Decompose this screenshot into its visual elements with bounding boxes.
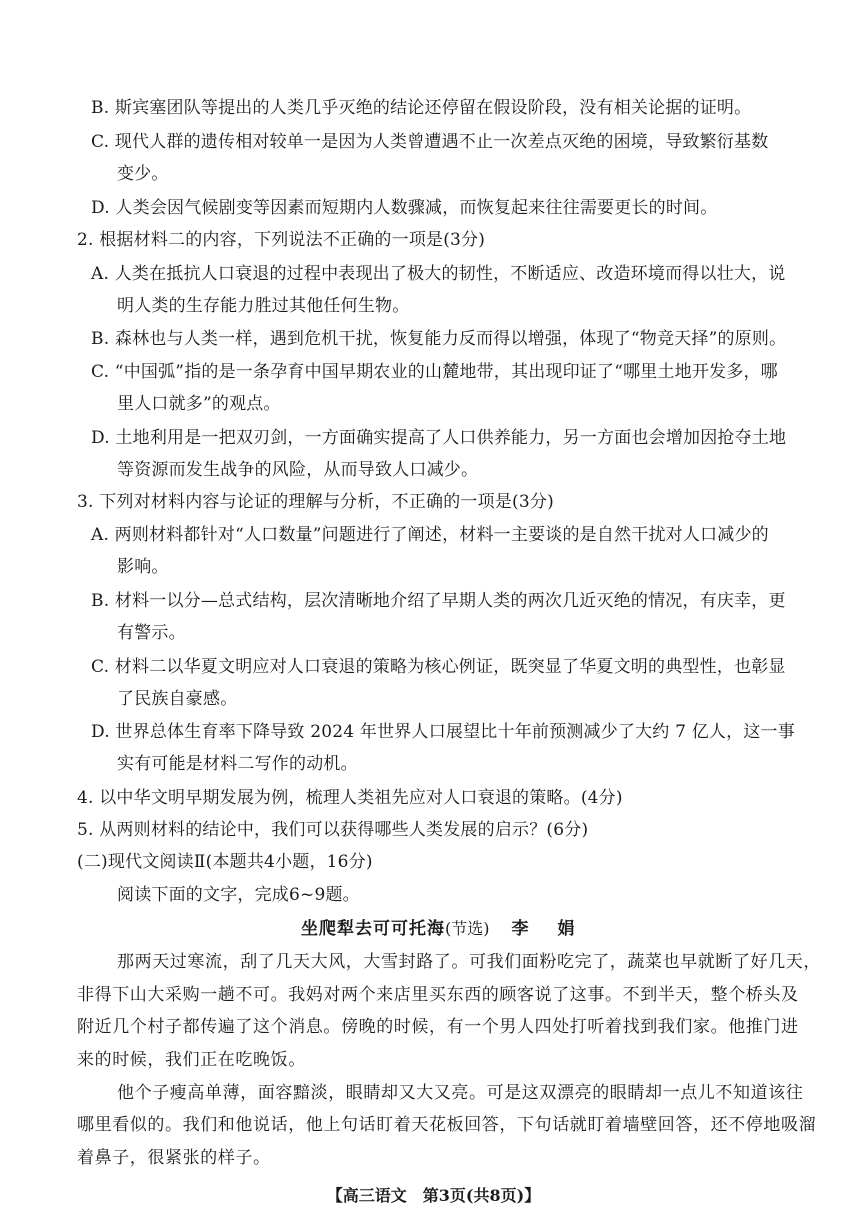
passage-title-text: 坐爬犁去可可托海 — [301, 919, 445, 939]
passage-p2-line2: 哪里看似的。我们和他说话，他上句话盯着天花板回答，下句话就盯着墙壁回答，还不停地吸溜 — [77, 1115, 817, 1135]
passage-title — [301, 918, 581, 940]
section2-heading: (二)现代文阅读Ⅱ(本题共4小题，16分) — [77, 852, 373, 872]
q3-option-c-line2: 了民族自豪感。 — [117, 689, 238, 709]
q3-option-c-line1: C. 材料二以华夏文明应对人口衰退的策略为核心例证，既突显了华夏文明的典型性，也彰显 — [91, 657, 786, 677]
passage-p1-line1: 那两天过寒流，刮了几天大风，大雪封路了。可我们面粉吃完了，蔬菜也早就断了好几天， — [117, 952, 821, 972]
q3-stem: 3. 下列对材料内容与论证的理解与分析，不正确的一项是(3分) — [77, 492, 554, 512]
q1-option-c-line1: C. 现代人群的遗传相对较单一是因为人类曾遭遇不止一次差点灭绝的困境，导致繁衍基数 — [91, 132, 769, 152]
passage-p1-line3: 附近几个村子都传遍了这个消息。傍晚的时候，有一个男人四处打听着找到我们家。他推门进 — [77, 1017, 799, 1037]
q2-option-c-line1: C. “中国弧”指的是一条孕育中国早期农业的山麓地带，其出现印证了“哪里土地开发多，哪 — [91, 362, 778, 382]
passage-p2-line1: 他个子瘦高单薄，面容黯淡，眼睛却又大又亮。可是这双漂亮的眼睛却一点儿不知道该往 — [117, 1083, 804, 1103]
page-footer: 【高三语文 第3页(共8页)】 — [326, 1186, 541, 1205]
passage-title-note: (节选) — [445, 919, 490, 938]
q3-option-b-line2: 有警示。 — [117, 623, 186, 643]
section2-instruction: 阅读下面的文字，完成6~9题。 — [117, 885, 360, 905]
q3-option-b-line1: B. 材料一以分—总式结构，层次清晰地介绍了早期人类的两次几近灭绝的情况，有庆幸，更 — [91, 591, 786, 611]
q2-option-a-line1: A. 人类在抵抗人口衰退的过程中表现出了极大的韧性，不断适应、改造环境而得以壮大，说 — [91, 264, 786, 284]
q3-option-a-line1: A. 两则材料都针对“人口数量”问题进行了阐述，材料一主要谈的是自然干扰对人口减少的 — [91, 525, 769, 545]
passage-p1-line4: 来的时候，我们正在吃晚饭。 — [77, 1050, 306, 1070]
q1-option-d: D. 人类会因气候剧变等因素而短期内人数骤减，而恢复起来往往需要更长的时间。 — [91, 198, 718, 218]
q3-option-a-line2: 影响。 — [117, 557, 169, 577]
q3-option-d-line1: D. 世界总体生育率下降导致 2024 年世界人口展望比十年前预测减少了大约 7 亿人，这一事 — [91, 722, 795, 742]
passage-p2-line3: 着鼻子，很紧张的样子。 — [77, 1148, 271, 1168]
q1-option-c-line2: 变少。 — [117, 164, 169, 184]
q2-option-b: B. 森林也与人类一样，遇到危机干扰，恢复能力反而得以增强，体现了“物竞天择”的原则。 — [91, 329, 787, 349]
passage-p1-line2: 非得下山大采购一趟不可。我妈对两个来店里买东西的顾客说了这事。不到半天，整个桥头及 — [77, 985, 799, 1005]
q2-option-d-line2: 等资源而发生战争的风险，从而导致人口减少。 — [117, 460, 479, 480]
q2-option-d-line1: D. 土地利用是一把双刃剑，一方面确实提高了人口供养能力，另一方面也会增加因抢夺土地 — [91, 428, 787, 448]
q3-option-d-line2: 实有可能是材料二写作的动机。 — [117, 754, 358, 774]
q4-stem: 4. 以中华文明早期发展为例，梳理人类祖先应对人口衰退的策略。(4分) — [77, 788, 623, 808]
q2-option-a-line2: 明人类的生存能力胜过其他任何生物。 — [117, 296, 410, 316]
passage-author: 李 娟 — [511, 919, 581, 939]
q5-stem: 5. 从两则材料的结论中，我们可以获得哪些人类发展的启示？(6分) — [77, 820, 589, 840]
q1-option-b: B. 斯宾塞团队等提出的人类几乎灭绝的结论还停留在假设阶段，没有相关论据的证明。 — [91, 98, 752, 118]
q2-option-c-line2: 里人口就多”的观点。 — [117, 394, 281, 414]
q2-stem: 2. 根据材料二的内容，下列说法不正确的一项是(3分) — [77, 230, 486, 250]
